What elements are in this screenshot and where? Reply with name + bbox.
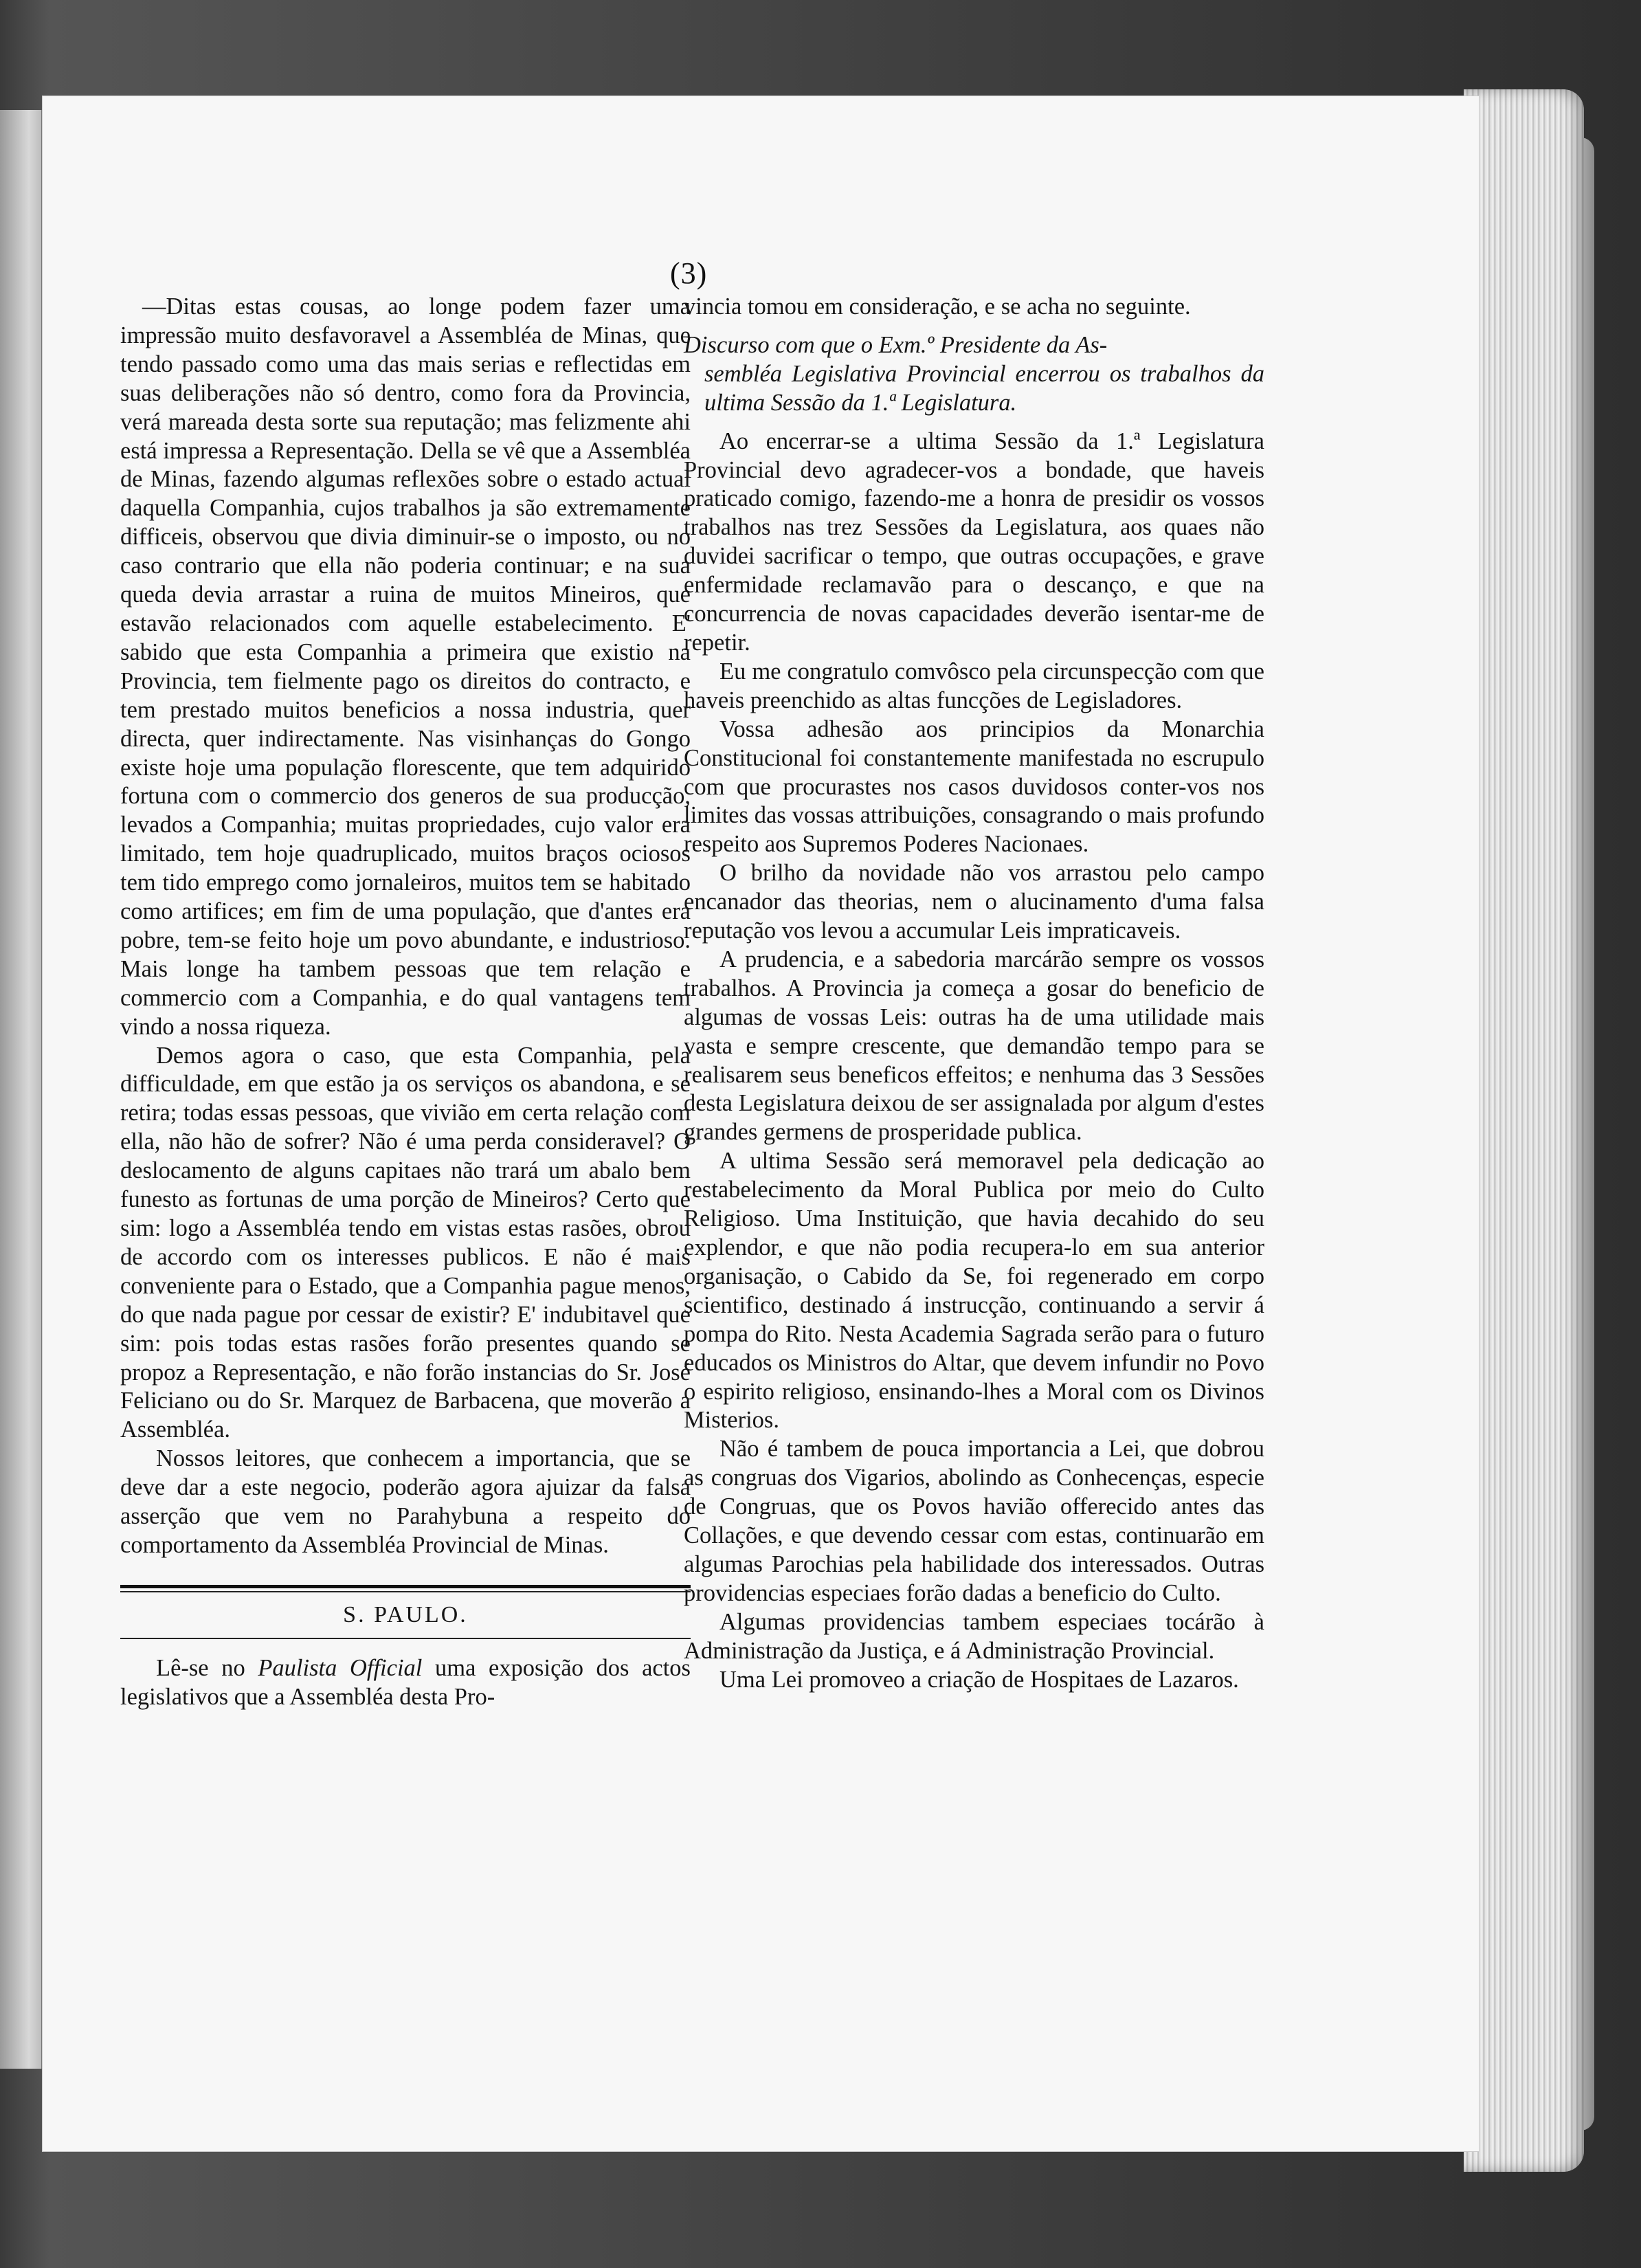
- right-paragraph-9: Uma Lei promoveo a criação de Hospitaes de Lazaros.: [719, 1666, 1239, 1693]
- section-text-italic: Paulista Official: [258, 1654, 423, 1681]
- previous-page-edge: [0, 110, 43, 2069]
- page-number: (3): [670, 256, 708, 290]
- speech-heading-line1: Discurso com que o Exm.º Presidente da As-: [684, 331, 1108, 358]
- section-rule-thin: [120, 1591, 691, 1592]
- right-paragraph-3: Vossa adhesão aos principios da Monarchia Constitucional foi constantemente manifestada no escrupulo com que procurastes nos casos duvidosos conter-vos nos limites das vossas attribuições, consagrando o mais profundo respeito aos Supremos Poderes Nacionaes.: [684, 715, 1264, 858]
- right-paragraph-7: Não é tambem de pouca importancia a Lei, que dobrou as congruas dos Vigarios, abolindo as Conhecenças, especie de Congruas, que os Povos havião offerecido antes das Collações, e que devendo cessar com estas, continuarão em algumas Parochias pela habilidade dos interessados. Outras providencias especiaes forão dadas a beneficio do Culto.: [684, 1436, 1264, 1606]
- left-paragraph-3: Nossos leitores, que conhecem a importancia, que se deve dar a este negocio, poderão agora ajuizar da falsa asserção que vem no Parahybuna a respeito do comportamento da Assembléa Provincial de Minas.: [120, 1445, 691, 1558]
- right-column: [684, 293, 1264, 1695]
- right-paragraph-8: Algumas providencias tambem especiaes tocárão à Administração da Justiça, e á Administração Provincial.: [684, 1608, 1264, 1664]
- speech-heading-rest: sembléa Legislativa Provincial encerrou os trabalhos da ultima Sessão da 1.ª Legislatura.: [704, 360, 1264, 416]
- speech-heading: [684, 331, 1264, 418]
- section-paragraph: [120, 1654, 691, 1712]
- section-title: S. PAULO.: [343, 1601, 468, 1627]
- right-paragraph-2: Eu me congratulo comvôsco pela circunspecção com que haveis preenchido as altas funcções de Legisladores.: [684, 658, 1264, 713]
- right-intro: vincia tomou em consideração, e se acha no seguinte.: [684, 293, 1191, 320]
- left-paragraph-1: —Ditas estas cousas, ao longe podem fazer uma impressão muito desfavoravel a Assembléa de Minas, que tendo passado como uma das mais serias e reflectidas em suas deliberações não só dentro, como fora da Provincia, verá mareada desta sorte sua reputação; mas felizmente ahi está impressa a Representação. Della se vê que a Assembléa de Minas, fazendo algumas reflexões sobre o estado actual daquella Companhia, cujos trabalhos ja são extremamente difficeis, observou que divia diminuir-se o imposto, ou no caso contrario que ella não poderia continuar; e na sua queda devia arrastar a ruina de muitos Mineiros, que estavão relacionados com aquelle estabelecimento. E' sabido que esta Companhia a primeira que existio na Provincia, tem fielmente pago os direitos do contracto, e tem prestado muitos beneficios a nossa industria, quer directa, quer indirectamente. Nas visinhanças do Gongo existe hoje uma população florescente, que tem adquirido fortuna com o commercio dos generos de sua producção, levados a Companhia; muitas propriedades, cujo valor era limitado, tem hoje quadruplicado, muitos braços ociosos tem tido emprego como jornaleiros, muitos tem se habitado como artifices; em fim de uma população, que d'antes era pobre, tem-se feito hoje um povo abundante, e industrioso. Mais longe ha tambem pessoas que tem relação e commercio com a Companhia, e do qual vantagens tem vindo a nossa riqueza.: [120, 293, 691, 1040]
- right-paragraph-1: Ao encerrar-se a ultima Sessão da 1.ª Legislatura Provincial devo agradecer-vos a bondade, que haveis praticado comigo, fazendo-me a honra de presidir os vossos trabalhos nas trez Sessões da Legislatura, aos quaes não duvidei sacrificar o tempo, que outras occupações, e grave enfermidade reclamavão para o descanço, e que na concurrencia de novas capacidades deverão isentar-me de repetir.: [684, 427, 1264, 656]
- right-paragraph-5: A prudencia, e a sabedoria marcárão sempre os vossos trabalhos. A Provincia ja começa a gosar do beneficio de algumas de vossas Leis: outras ha de uma utilidade mais vasta e sempre crescente, que demandão tempo para se realisarem seus beneficos effeitos; e nenhuma das 3 Sessões desta Legislatura deixou de ser assignalada por algum d'estes grandes germens de prosperidade publica.: [684, 946, 1264, 1146]
- page-stack: [1464, 89, 1584, 2172]
- section-text-end: uma exposição dos actos legislativos que a Assembléa desta Pro-: [120, 1654, 691, 1710]
- left-column: [120, 293, 691, 1712]
- section-text-start: Lê-se no: [156, 1654, 258, 1681]
- section-rule-bottom: [120, 1638, 691, 1639]
- section-rule-thick: [120, 1585, 691, 1588]
- right-paragraph-6: A ultima Sessão será memoravel pela dedicação ao restabelecimento da Moral Publica por meio do Culto Religioso. Uma Instituição, que havia decahido do seu explendor, e que não podia recupera-lo em sua anterior organisação, o Cabido da Se, foi regenerado em corpo scientifico, destinado á instrucção, continuando a servir á pompa do Rito. Nesta Academia Sagrada serão para o futuro educados os Ministros do Altar, que devem infundir no Povo o espirito religioso, ensinando-lhes a Moral com os Divinos Misterios.: [684, 1148, 1264, 1434]
- left-paragraph-2: Demos agora o caso, que esta Companhia, pela difficuldade, em que estão ja os serviços os abandona, e se retira; todas essas pessoas, que vivião em certa relação com ella, não hão de sofrer? Não é uma perda consideravel? O deslocamento de alguns capitaes não trará um abalo bem funesto as fortunas de uma porção de Mineiros? Certo que sim: logo a Assembléa tendo em vistas estas rasões, obrou de accordo com os interesses publicos. E não é mais conveniente para o Estado, que a Companhia pague menos, do que nada pague por cessar de existir? E' indubitavel que sim: pois todas estas rasões forão presentes quando se propoz a Representação, e não forão instancias do Sr. José Feliciano ou do Sr. Marquez de Barbacena, que moverão a Assembléa.: [120, 1042, 691, 1443]
- right-paragraph-4: O brilho da novidade não vos arrastou pelo campo encanador das theorias, nem o alucinamento d'uma falsa reputação vos levou a accumular Leis impraticaveis.: [684, 860, 1264, 944]
